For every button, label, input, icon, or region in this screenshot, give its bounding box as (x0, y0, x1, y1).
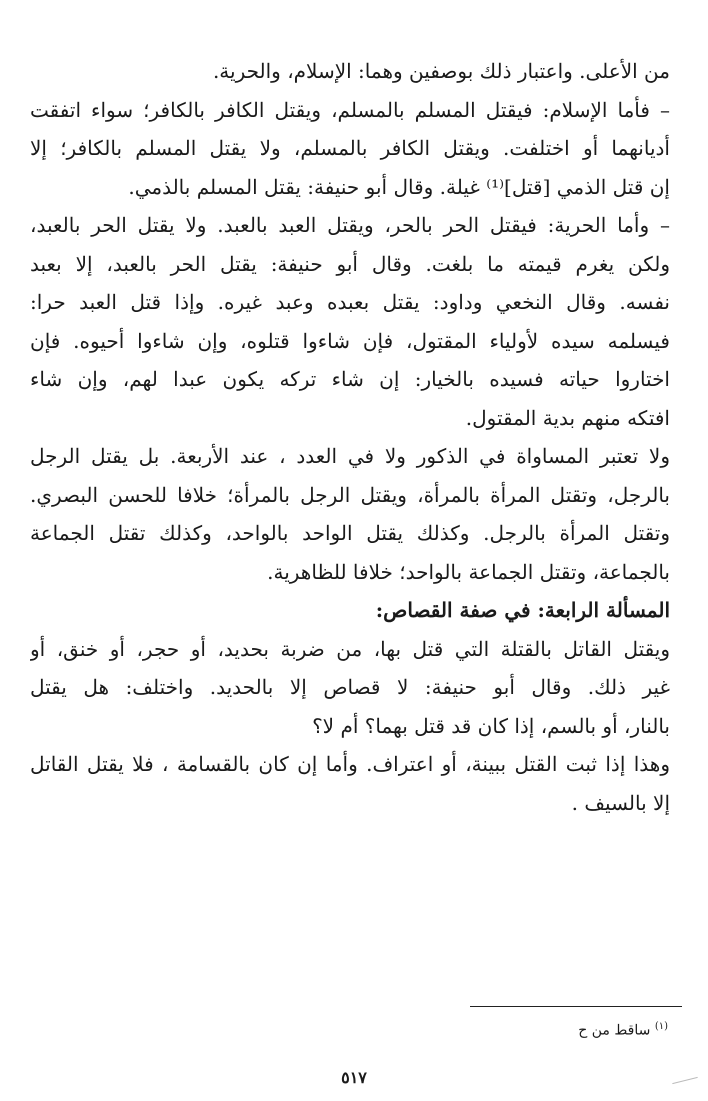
equality-paragraph (30, 437, 670, 591)
proof-paragraph (30, 745, 670, 822)
freedom-item (30, 206, 670, 437)
footnote-divider (470, 1006, 682, 1007)
text-line: – فأما الإسلام: فيقتل المسلم بالمسلم، ويقتل الكافر بالكافر؛ سواء اتفقت (30, 97, 670, 122)
page-body (30, 52, 670, 822)
method-paragraph (30, 630, 670, 746)
text-line: غير ذلك. وقال أبو حنيفة: لا قصاص إلا بالحديد. واختلف: هل يقتل (30, 675, 670, 699)
text-line: ولا تعتبر المساواة في الذكور ولا في العدد ، عند الأربعة. بل يقتل الرجل (30, 444, 670, 468)
text-line: أديانهما أو اختلفت. ويقتل الكافر بالمسلم، ولا يقتل المسلم بالكافر؛ إلا (30, 136, 670, 160)
text-line: اختاروا حياته فسيده بالخيار: إن شاء تركه يكون عبدا لهم، وإن شاء (30, 367, 670, 391)
text-line: وتقتل المرأة بالرجل. وكذلك يقتل الواحد بالواحد، وكذلك تقتل الجماعة (30, 521, 670, 545)
text-line: بالرجل، وتقتل المرأة بالمرأة، ويقتل الرجل بالمرأة؛ خلافا للحسن البصري. (30, 482, 670, 507)
page-number: ٥١٧ (341, 1068, 367, 1087)
text-line: من الأعلى. واعتبار ذلك بوصفين وهما: الإسلام، والحرية. (212, 59, 670, 83)
text-line: افتكه منهم بدية المقتول. (465, 405, 670, 430)
text-line: ولكن يغرم قيمته ما بلغت. وقال أبو حنيفة: يقتل الحر بالعبد، إلا بعبد (30, 251, 670, 276)
footnote-marker: (١) (654, 1021, 668, 1032)
text-line: وهذا إذا ثبت القتل ببينة، أو اعتراف. وأما إن كان بالقسامة ، فلا يقتل القاتل (30, 752, 670, 776)
text-line: إلا بالسيف . (571, 790, 670, 815)
heading-text: المسألة الرابعة: في صفة القصاص: (375, 598, 670, 622)
text-line: – وأما الحرية: فيقتل الحر بالحر، ويقتل العبد بالعبد. ولا يقتل الحر بالعبد، (30, 213, 670, 237)
islam-item (30, 91, 670, 207)
text-line: فيسلمه سيده لأولياء المقتول، فإن شاءوا قتلوه، وإن شاءوا أحيوه. فإن (30, 328, 670, 353)
footnote (578, 1018, 668, 1040)
text-line: بالجماعة، وتقتل الجماعة بالواحد؛ خلافا للظاهرية. (267, 559, 670, 584)
footnote-text: ساقط من ح (578, 1022, 651, 1039)
intro-paragraph (30, 52, 670, 91)
text-line: إن قتل الذمي [قتل]⁽¹⁾ غيلة. وقال أبو حنيفة: يقتل المسلم بالذمي. (128, 174, 670, 199)
text-line: بالنار، أو بالسم، إذا كان قد قتل بهما؟ أم لا؟ (312, 713, 670, 738)
section-heading (30, 591, 670, 630)
text-line: ويقتل القاتل بالقتلة التي قتل بها، من ضربة بحديد، أو حجر، أو خنق، أو (30, 636, 670, 661)
text-line: نفسه. وقال النخعي وداود: يقتل بعبده وعبد غيره. وإذا قتل العبد حرا: (30, 290, 670, 314)
